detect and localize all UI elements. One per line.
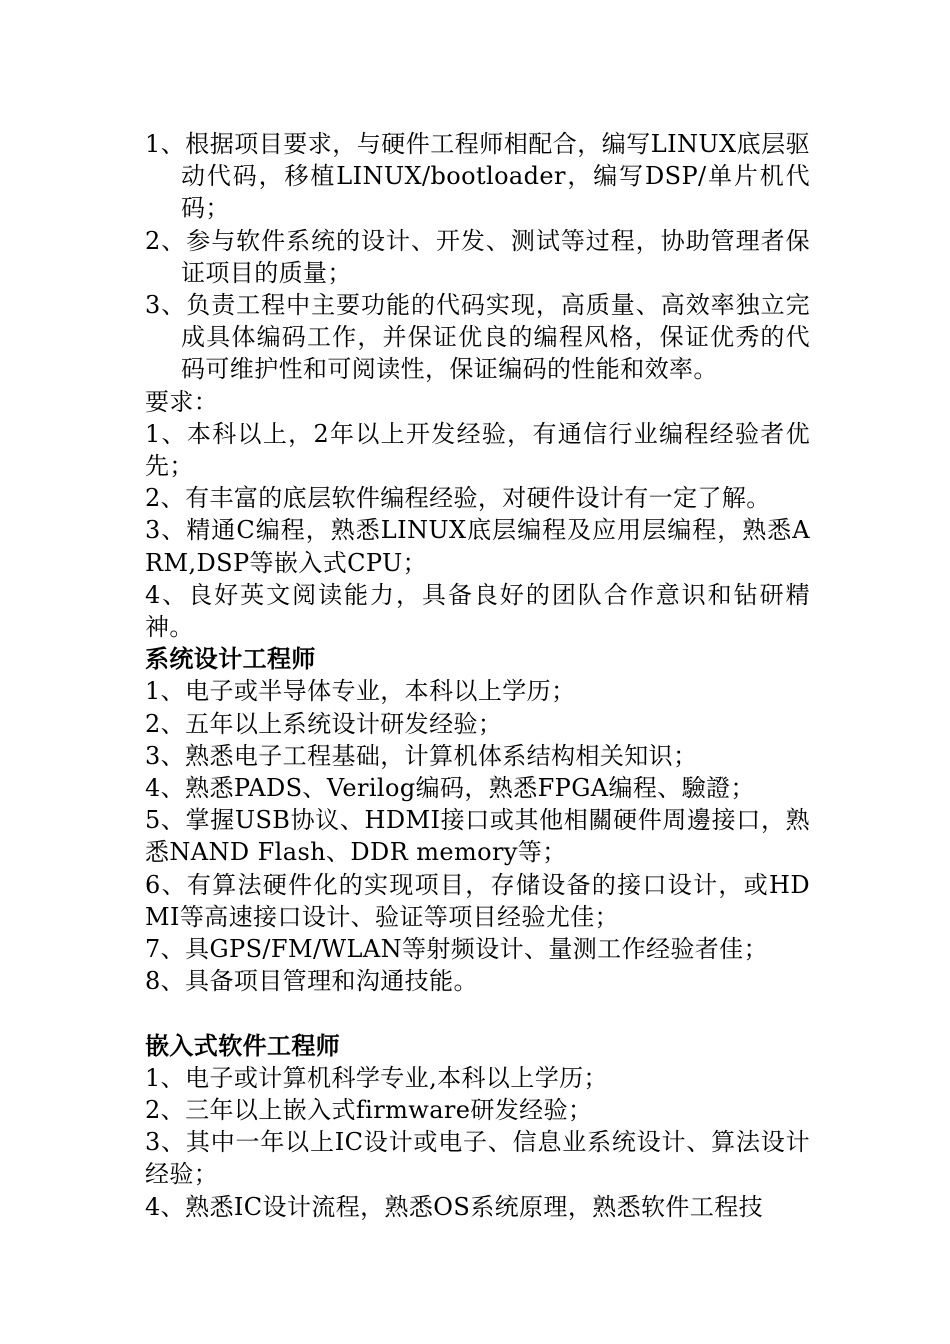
- section-spacer: [145, 997, 810, 1029]
- system-engineer-item-6: 6、有算法硬件化的实现项目，存储设备的接口设计，或HDMI等高速接口设计、验证等项目经验尤佳；: [145, 870, 810, 931]
- embedded-engineer-item-4: 4、熟悉IC设计流程，熟悉OS系统原理，熟悉软件工程技: [145, 1192, 764, 1221]
- embedded-engineer-heading: 嵌入式软件工程师: [145, 1030, 341, 1060]
- requirement-item-1: 1、本科以上，2年以上开发经验，有通信行业编程经验者优先；: [145, 419, 810, 481]
- system-engineer-item-5: 5、掌握USB协议、HDMI接口或其他相關硬件周邊接口，熟悉NAND Flash、DDR memory等；: [145, 806, 810, 867]
- system-engineer-item-7: 7、具GPS/FM/WLAN等射频设计、量测工作经验者佳；: [145, 935, 768, 964]
- requirement-item-3: 3、精通C编程，熟悉LINUX底层编程及应用层编程，熟悉ARM,DSP等嵌入式CPU；: [145, 516, 810, 577]
- embedded-engineer-item-2: 2、三年以上嵌入式firmware研发经验；: [145, 1096, 593, 1125]
- system-engineer-item-1: 1、电子或半导体专业，本科以上学历；: [145, 677, 576, 706]
- duty-item-1: 1、根据项目要求，与硬件工程师相配合，编写LINUX底层驱动代码，移植LINUX/bootloader，编写DSP/单片机代码；: [145, 130, 810, 223]
- document-body: [145, 128, 810, 1223]
- system-engineer-item-4: 4、熟悉PADS、Verilog编码，熟悉FPGA编程、驗證；: [145, 774, 755, 803]
- embedded-engineer-item-3: 3、其中一年以上IC设计或电子、信息业系统设计、算法设计经验；: [145, 1128, 810, 1189]
- requirement-item-2: 2、有丰富的底层软件编程经验，对硬件设计有一定了解。: [145, 484, 771, 513]
- requirement-item-4: 4、良好英文阅读能力，具备良好的团队合作意识和钻研精神。: [145, 580, 810, 642]
- embedded-engineer-item-1: 1、电子或计算机科学专业,本科以上学历；: [145, 1063, 608, 1092]
- system-engineer-item-2: 2、五年以上系统设计研发经验；: [145, 709, 503, 738]
- requirements-label: 要求：: [145, 387, 219, 416]
- system-engineer-item-3: 3、熟悉电子工程基础，计算机体系结构相关知识；: [145, 741, 698, 770]
- system-engineer-item-8: 8、具备项目管理和沟通技能。: [145, 967, 478, 996]
- duty-item-3: 3、负责工程中主要功能的代码实现，高质量、高效率独立完成具体编码工作，并保证优良的编程风格，保证优秀的代码可维护性和可阅读性，保证编码的性能和效率。: [145, 291, 810, 384]
- duty-item-2: 2、参与软件系统的设计、开发、测试等过程，协助管理者保证项目的质量；: [145, 226, 810, 287]
- system-engineer-heading: 系统设计工程师: [145, 644, 316, 674]
